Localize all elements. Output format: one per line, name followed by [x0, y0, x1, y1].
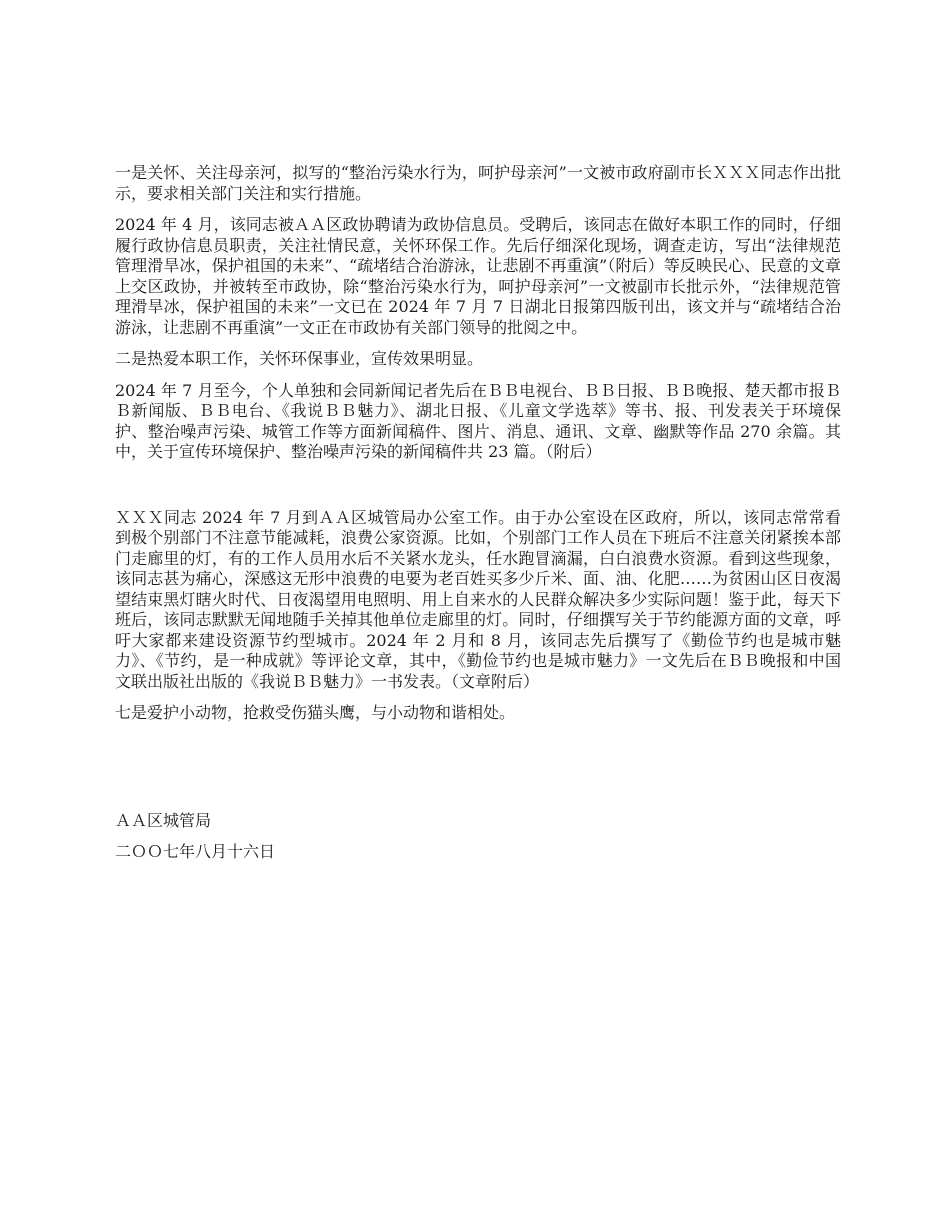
signature-date: 二ＯＯ七年八月十六日: [115, 842, 276, 861]
section-gap: [115, 474, 841, 508]
paragraph-energy-saving: ＸＸＸ同志 2024 年 7 月到ＡＡ区城管局办公室工作。由于办公室设在区政府，所以，该同志常常看到极个别部门不注意节能减耗，浪费公家资源。比如，个别部门工作人员在下班后不注意关闭紧挨本部门走廊里的灯，有的工作人员用水后不关紧水龙头，任水跑冒滴漏，白白浪费水资源。看到这些现象，该同志甚为痛心，深感这无形中浪费的电要为老百姓买多少斤米、面、油、化肥……为贫困山区日夜渴望结束黑灯瞎火时代、日夜渴望用电照明、用上自来水的人民群众解决多少实际问题！鉴于此，每天下班后，该同志默默无闻地随手关掉其他单位走廊里的灯。同时，仔细撰写关于节约能源方面的文章，呼吁大家都来建设资源节约型城市。2024 年 2 月和 8 月，该同志先后撰写了《勤俭节约也是城市魅力》、《节约，是一种成就》等评论文章，其中，《勤俭节约也是城市魅力》一文先后在ＢＢ晚报和中国文联出版社出版的《我说ＢＢ魅力》一书发表。（文章附后）: [115, 507, 841, 691]
paragraph-heading-environmental-publicity: 二是热爱本职工作，关怀环保事业，宣传效果明显。: [115, 349, 484, 368]
paragraph-publications: 2024 年 7 月至今，个人单独和会同新闻记者先后在ＢＢ电视台、ＢＢ日报、ＢＢ晚报、楚天都市报ＢＢ新闻版、ＢＢ电台、《我说ＢＢ魅力》、湖北日报、《儿童文学选萃》等书、报、刊发表关于环境保护、整治噪声污染、城管工作等方面新闻稿件、图片、消息、通讯、文章、幽默等作品 270 余篇。其中，关于宣传环境保护、整治噪声污染的新闻稿件共 23 篇。（附后）: [115, 380, 841, 461]
signature-organization: ＡＡ区城管局: [115, 810, 212, 830]
paragraph-heading-animal-protection: 七是爱护小动物，抢救受伤猫头鹰，与小动物和谐相处。: [115, 703, 516, 722]
document-body: [115, 163, 841, 874]
signature-gap: [115, 735, 841, 811]
paragraph-mother-river: 一是关怀、关注母亲河，拟写的“整治污染水行为，呵护母亲河”一文被市政府副市长ＸＸＸ同志作出批示，要求相关部门关注和实行措施。: [115, 163, 841, 203]
paragraph-cppcc-informant: 2024 年 4 月，该同志被ＡＡ区政协聘请为政协信息员。受聘后，该同志在做好本职工作的同时，仔细履行政协信息员职责，关注社情民意，关怀环保工作。先后仔细深化现场，调查走访，写出“法律规范管理滑旱冰，保护祖国的未来”、“疏堵结合治游泳，让悲剧不再重演”（附后）等反映民心、民意的文章上交区政协，并被转至市政协，除“整治污染水行为，呵护母亲河”一文被副市长批示外，“法律规范管理滑旱冰，保护祖国的未来”一文已在 2024 年 7 月 7 日湖北日报第四版刊出，该文并与“疏堵结合治游泳，让悲剧不再重演”一文正在市政协有关部门领导的批阅之中。: [115, 215, 841, 337]
